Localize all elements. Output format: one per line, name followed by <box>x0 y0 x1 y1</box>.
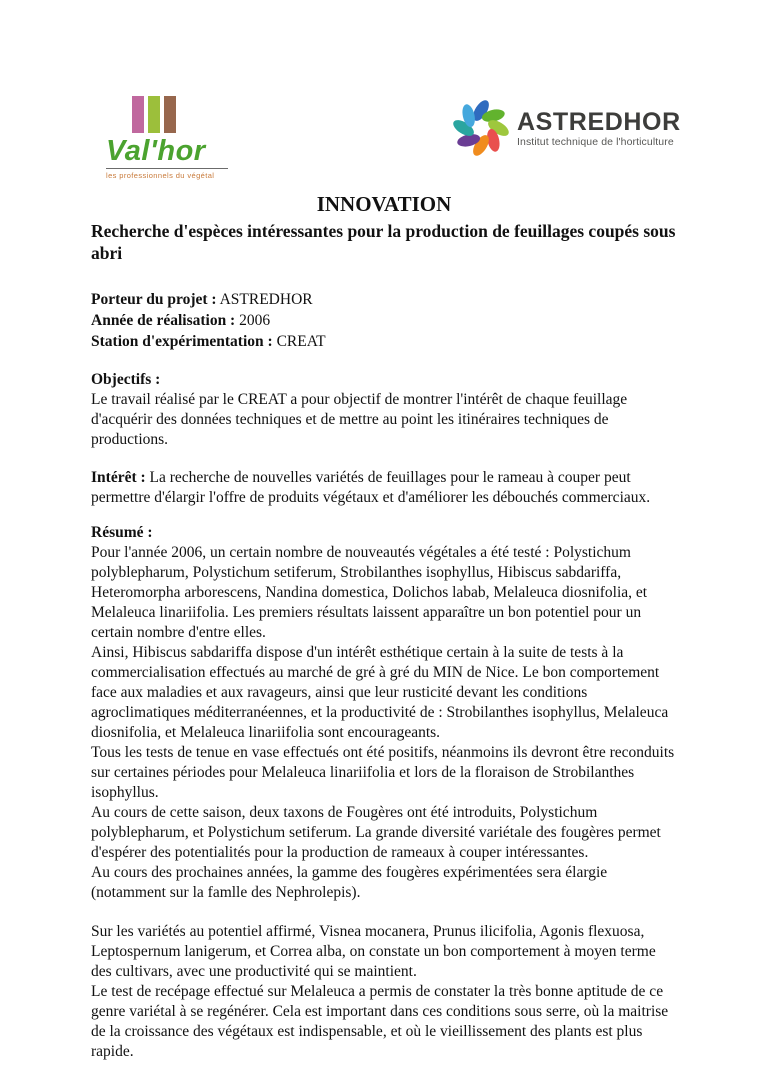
meta-label: Station d'expérimentation : <box>91 333 273 350</box>
astredhor-flower-icon <box>450 97 512 159</box>
meta-value: ASTREDHOR <box>219 291 313 308</box>
objectifs-body: Le travail réalisé par le CREAT a pour objectif de montrer l'intérêt de chaque feuillage d'acquérir des données techniques et de mettre au point les itinéraires techniques de productions. <box>91 391 628 448</box>
resume-heading: Résumé : <box>91 524 153 541</box>
valhor-bars-icon <box>106 95 228 135</box>
astredhor-logo <box>450 97 681 159</box>
section-objectifs <box>91 370 677 450</box>
meta-value: 2006 <box>239 312 271 329</box>
meta-label: Année de réalisation : <box>91 312 236 329</box>
conclusion-paragraph: Le test de recépage effectué sur Melaleuca a permis de constater la très bonne aptitude de ce genre variétal à se regénérer. Cela est important dans ces conditions sous serre, où la maitrise de la croissance des végétaux est indispensable, et où le vieillissement des plants est plus rapide. <box>91 983 669 1060</box>
document-title: Recherche d'espèces intéressantes pour la production de feuillages coupés sous abri <box>91 221 676 263</box>
resume-paragraph: Au cours des prochaines années, la gamme des fougères expérimentées sera élargie (notamment sur la famlle des Nephrolepis). <box>91 864 608 901</box>
section-conclusion <box>91 922 677 1062</box>
meta-porteur <box>91 289 677 310</box>
valhor-logo <box>106 95 230 180</box>
astredhor-wordmark: ASTREDHOR <box>517 107 681 136</box>
resume-paragraph: Ainsi, Hibiscus sabdariffa dispose d'un intérêt esthétique certain à la suite de tests à la commercialisation effectués au marché de gré à gré du MIN de Nice. Le bon comportement face aux maladies et aux ravageurs, ainsi que leur rusticité devant les conditions agroclimatiques méditerranéennes, et la productivité de : Strobilanthes isophyllus, Melaleuca diosnifolia, et Melaleuca linariifolia sont encourageants. <box>91 644 669 741</box>
valhor-divider <box>106 168 228 169</box>
interet-label: Intérêt : <box>91 469 146 486</box>
interet-paragraph <box>91 468 677 508</box>
meta-annee <box>91 310 677 331</box>
section-interet <box>91 468 677 508</box>
astredhor-tagline: Institut technique de l'horticulture <box>517 135 674 148</box>
valhor-tagline: les professionnels du végétal <box>106 171 215 180</box>
project-meta <box>91 289 677 352</box>
meta-label: Porteur du projet : <box>91 291 217 308</box>
document-category: INNOVATION <box>316 192 452 216</box>
meta-station <box>91 331 677 352</box>
resume-paragraph: Pour l'année 2006, un certain nombre de nouveautés végétales a été testé : Polystichum polyblepharum, Polystichum setiferum, Strobilanthes isophyllus, Hibiscus sabdariffa, Heteromorpha arborescens, Nandina domestica, Dolichos labab, Melaleuca diosnifolia, et Melaleuca linariifolia. Les premiers résultats laissent apparaître un bon potentiel pour un certain nombre d'entre elles. <box>91 544 648 641</box>
meta-value: CREAT <box>276 333 326 350</box>
header-logos <box>0 0 768 180</box>
section-resume <box>91 523 677 903</box>
resume-paragraph: Tous les tests de tenue en vase effectués ont été positifs, néanmoins ils devront être reconduits sur certaines périodes pour Melaleuca linariifolia et lors de la floraison de Strobilanthes isophyllus. <box>91 744 675 801</box>
valhor-wordmark: Val'hor <box>106 135 206 167</box>
interet-body: La recherche de nouvelles variétés de feuillages pour le rameau à couper peut permettre d'élargir l'offre de produits végétaux et d'améliorer les débouchés commerciaux. <box>91 469 651 506</box>
astredhor-text-block <box>517 109 681 148</box>
document-content <box>91 191 677 1062</box>
objectifs-heading: Objectifs : <box>91 371 161 388</box>
conclusion-paragraph: Sur les variétés au potentiel affirmé, Visnea mocanera, Prunus ilicifolia, Agonis flexuosa, Leptospernum lanigerum, et Correa alba, on constate un bon comportement à moyen terme des cultivars, avec une productivité qui se maintient. <box>91 923 656 980</box>
resume-paragraph: Au cours de cette saison, deux taxons de Fougères ont été introduits, Polystichum polyblepharum, et Polystichum setiferum. La grande diversité variétale des fougères permet d'espérer des potentialités pour la production de rameaux à couper intéressantes. <box>91 804 661 861</box>
